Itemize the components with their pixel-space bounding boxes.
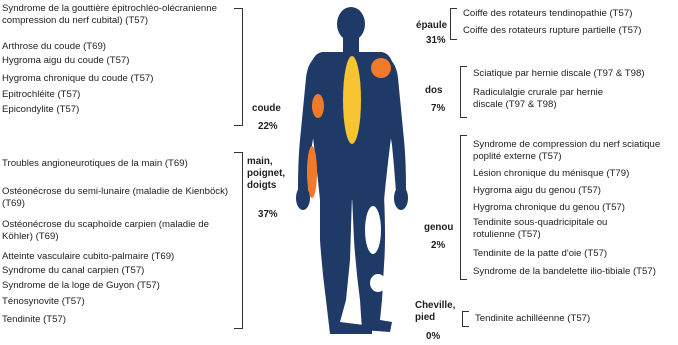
dos-label: dos [425,85,443,96]
genou-item-7: Syndrome de la bandelette ilio-tibiale (T57) [473,266,656,277]
coude-item-3: Hygroma aigu du coude (T57) [2,55,130,66]
main-percent: 37% [258,209,278,220]
genou-item-1: Syndrome de compression du nerf sciatique poplité externe (T57) [473,139,661,162]
epaule-percent: 31% [426,35,446,46]
genou-label: genou [424,222,454,233]
coude-percent: 22% [258,121,278,132]
main-item-6: Syndrome de la loge de Guyon (T57) [2,280,160,291]
main-item-4: Atteinte vasculaire cubito-palmaire (T69) [2,251,175,262]
coude-item-6: Epicondylite (T57) [2,104,80,115]
epaule-highlight [371,58,391,78]
genou-item-6: Tendinite de la patte d'oie (T57) [473,248,608,259]
main-item-2: Ostéonécrose du semi-lunaire (maladie de Kienböck) (T69) [2,186,229,209]
genou-highlight [365,206,381,254]
dos-item-1: Sciatique par hernie discale (T97 & T98) [473,68,645,79]
cheville-label: Cheville, pied [415,300,456,323]
coude-highlight [312,94,324,118]
genou-item-3: Hygroma aigu du genou (T57) [473,185,601,196]
coude-item-4: Hygroma chronique du coude (T57) [2,73,154,84]
epaule-item-1: Coiffe des rotateurs tendinopathie (T57) [463,8,633,19]
main-label: main, poignet, doigts [247,156,286,191]
genou-item-4: Hygroma chronique du genou (T57) [473,202,625,213]
coude-item-1: Syndrome de la gouttière épitrochléo-olécranienne compression du nerf cubital) (T57) [2,3,217,26]
main-bracket [234,152,243,329]
epaule-item-2: Coiffe des rotateurs rupture partielle (T57) [463,25,642,36]
cheville-highlight [370,274,386,292]
cheville-item-1: Tendinite achilléenne (T57) [475,313,591,324]
genou-item-5: Tendinite sous-quadricipitale ou rotulienne (T57) [473,217,608,240]
dos-item-2: Radiculalgie crurale par hernie discale (T97 & T98) [473,87,604,110]
genou-percent: 2% [431,240,446,251]
dos-highlight [343,56,361,144]
coude-bracket [234,8,243,126]
coude-item-5: Epitrochléite (T57) [2,89,81,100]
genou-bracket [460,135,467,280]
cheville-bracket [462,311,469,327]
main-item-5: Syndrome du canal carpien (T57) [2,265,145,276]
genou-item-2: Lésion chronique du ménisque (T79) [473,168,630,179]
dos-percent: 7% [431,103,446,114]
cheville-percent: 0% [426,331,441,342]
epaule-label: épaule [416,20,448,31]
main-item-7: Ténosynovite (T57) [2,296,85,307]
coude-label: coude [252,103,281,114]
coude-item-2: Arthrose du coude (T69) [2,41,106,52]
main-item-3: Ostéonécrose du scaphoïde carpien (maladie de Köhler) (T69) [2,219,209,242]
main-highlight [307,146,317,198]
main-item-1: Troubles angioneurotiques de la main (T69) [2,158,188,169]
epaule-bracket [450,8,457,40]
main-item-8: Tendinite (T57) [2,314,66,325]
dos-bracket [460,66,467,118]
